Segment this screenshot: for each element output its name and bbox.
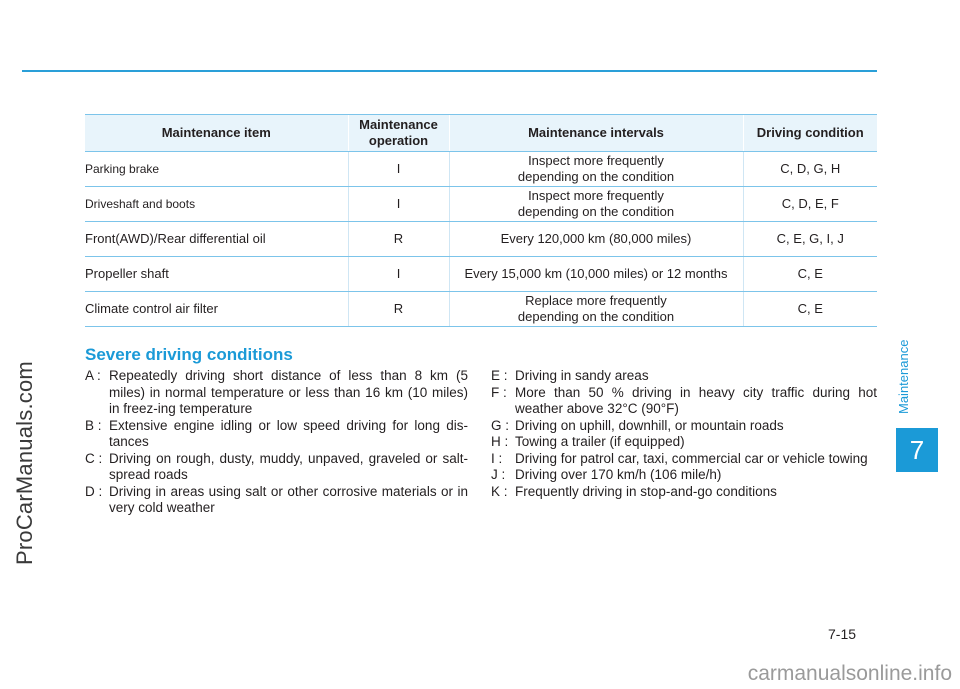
cell-item: Propeller shaft <box>85 257 348 292</box>
cell-item: Driveshaft and boots <box>85 187 348 222</box>
cell-operation: R <box>348 222 449 257</box>
section-side-label: Maintenance <box>896 339 911 414</box>
condition-text: Driving in areas using salt or other corrosive materials or in very cold weather <box>109 483 468 515</box>
condition-text: Driving on rough, dusty, muddy, unpaved, graveled or salt-spread roads <box>109 450 468 482</box>
condition-key: F : <box>491 384 507 400</box>
condition-key: H : <box>491 434 509 449</box>
top-rule <box>22 70 877 72</box>
cell-condition: C, E, G, I, J <box>743 222 877 257</box>
cell-interval: Inspect more frequently depending on the condition <box>449 187 743 222</box>
condition-key: E : <box>491 368 508 383</box>
condition-key: J : <box>491 467 506 482</box>
cell-condition: C, E <box>743 292 877 327</box>
severe-conditions-left-column <box>85 368 468 517</box>
condition-text: Extensive engine idling or low speed driving for long dis-tances <box>109 417 468 449</box>
cell-interval: Every 15,000 km (10,000 miles) or 12 months <box>449 257 743 292</box>
watermark-side: ProCarManuals.com <box>12 361 37 565</box>
chapter-number-badge: 7 <box>896 428 938 472</box>
list-item <box>491 451 877 468</box>
cell-operation: I <box>348 187 449 222</box>
list-item <box>491 418 877 435</box>
condition-text: Driving in sandy areas <box>515 368 649 383</box>
table-row <box>85 257 877 292</box>
condition-key: A : <box>85 368 101 383</box>
list-item <box>491 434 877 451</box>
cell-operation: R <box>348 292 449 327</box>
cell-condition: C, D, G, H <box>743 152 877 187</box>
table-row <box>85 222 877 257</box>
cell-condition: C, D, E, F <box>743 187 877 222</box>
condition-text: Driving for patrol car, taxi, commercial car or vehicle towing <box>515 450 868 466</box>
cell-item: Front(AWD)/Rear differential oil <box>85 222 348 257</box>
maintenance-table <box>85 114 877 327</box>
condition-text: Towing a trailer (if equipped) <box>515 434 685 449</box>
cell-interval: Inspect more frequently depending on the condition <box>449 152 743 187</box>
condition-key: K : <box>491 483 508 499</box>
header-maintenance-intervals: Maintenance intervals <box>449 115 743 152</box>
severe-conditions-title: Severe driving conditions <box>85 345 293 364</box>
list-item <box>491 484 877 501</box>
cell-operation: I <box>348 257 449 292</box>
list-item <box>491 385 877 418</box>
cell-interval: Replace more frequently depending on the condition <box>449 292 743 327</box>
cell-operation: I <box>348 152 449 187</box>
header-driving-condition: Driving condition <box>743 115 877 152</box>
condition-text: Repeatedly driving short distance of less than 8 km (5 miles) in normal temperature or less than 16 km (10 miles) in freez-ing temperature <box>109 368 468 416</box>
table-row <box>85 152 877 187</box>
condition-key: I : <box>491 450 503 466</box>
page-number: 7-15 <box>828 626 857 642</box>
list-item <box>85 418 468 451</box>
cell-interval: Every 120,000 km (80,000 miles) <box>449 222 743 257</box>
watermark-bottom: carmanualsonline.info <box>747 662 952 685</box>
list-item <box>85 368 468 418</box>
cell-item: Parking brake <box>85 152 348 187</box>
condition-text: Driving over 170 km/h (106 mile/h) <box>515 467 722 482</box>
list-item <box>85 451 468 484</box>
list-item <box>85 484 468 517</box>
condition-key: D : <box>85 483 103 499</box>
table-row <box>85 187 877 222</box>
header-maintenance-item: Maintenance item <box>85 115 348 152</box>
condition-text: Frequently driving in stop-and-go conditions <box>515 483 777 499</box>
condition-text: More than 50 % driving in heavy city traffic during hot weather above 32°C (90°F) <box>515 384 877 416</box>
table-header-row <box>85 115 877 152</box>
list-item <box>491 368 877 385</box>
severe-conditions-right-column <box>491 368 877 500</box>
header-maintenance-operation: Maintenance operation <box>348 115 449 152</box>
list-item <box>491 467 877 484</box>
condition-key: B : <box>85 417 102 433</box>
condition-text: Driving on uphill, downhill, or mountain roads <box>515 417 784 433</box>
condition-key: C : <box>85 450 103 466</box>
table-row <box>85 292 877 327</box>
cell-item: Climate control air filter <box>85 292 348 327</box>
cell-condition: C, E <box>743 257 877 292</box>
condition-key: G : <box>491 417 510 433</box>
